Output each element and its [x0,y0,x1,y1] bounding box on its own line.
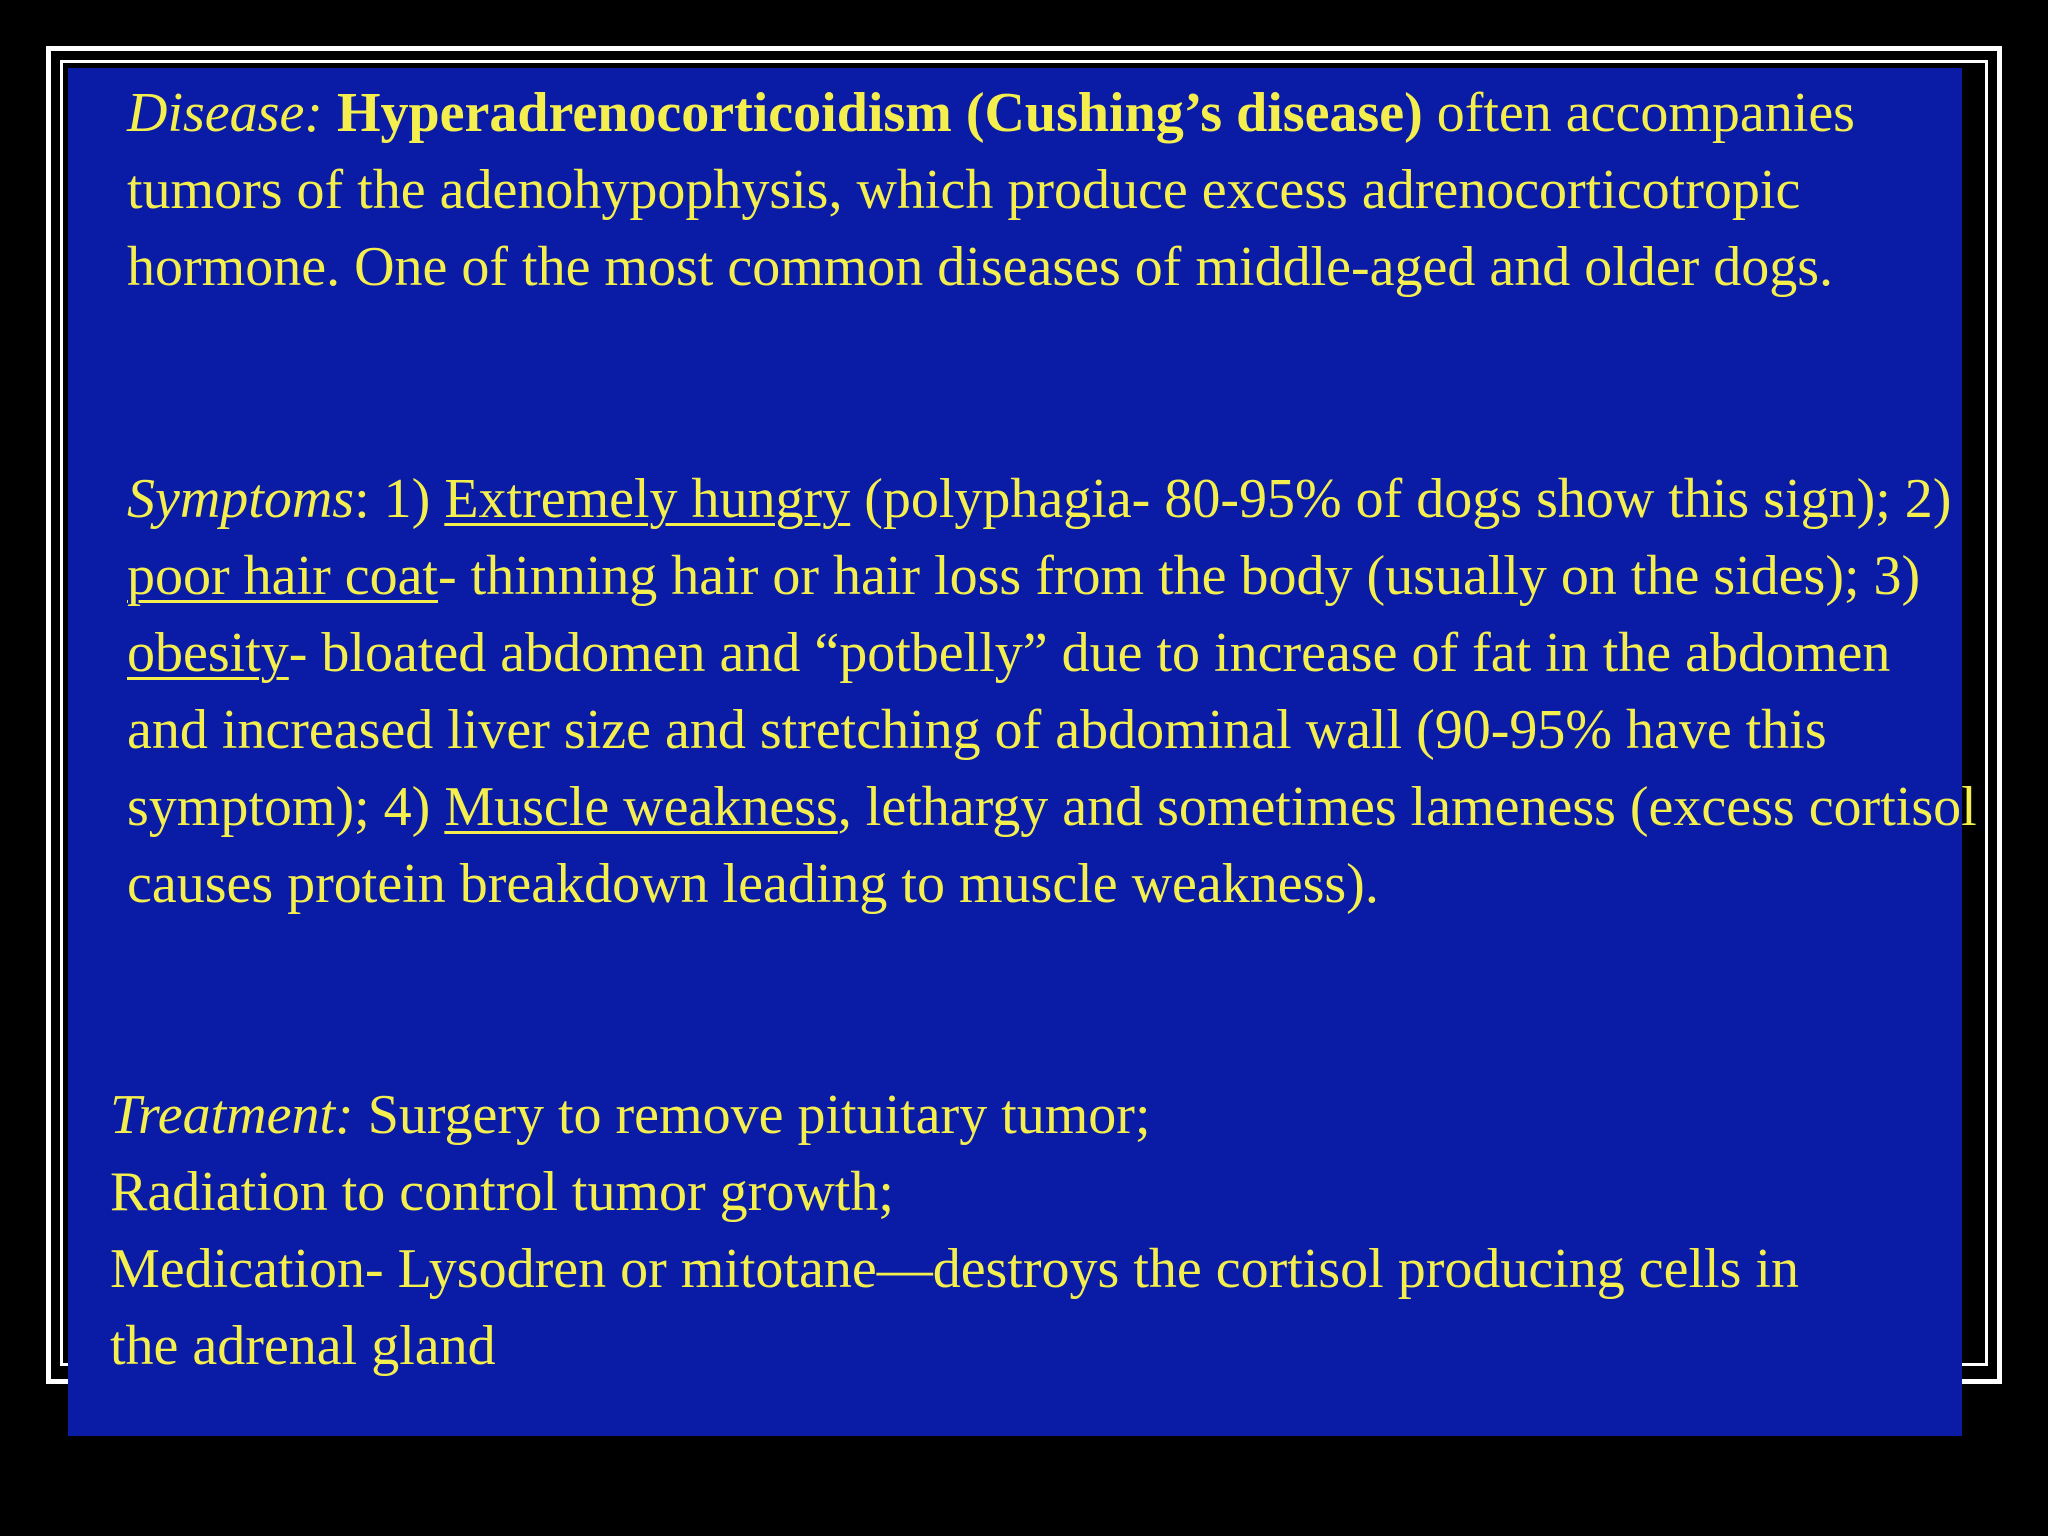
symptoms-label: Symptoms [127,468,355,530]
symptom-2-term: poor hair coat [127,545,438,607]
symptom-3-term: obesity [127,622,289,684]
symptom-1-term: Extremely hungry [444,468,851,530]
symptoms-intro: : 1) [354,468,445,530]
symptom-4-term: Muscle weakness [444,776,838,838]
treatment-line-1 [110,1077,1810,1154]
symptom-4-text: , lethargy and sometimes lameness (excess cortisol causes protein breakdown leading to muscle weakness). [127,776,1977,915]
disease-paragraph [127,75,1967,306]
treatment-line-2: Radiation to control tumor growth; [110,1161,894,1223]
symptom-1-text: (polyphagia- 80-95% of dogs show this sign); 2) [850,468,1952,530]
treatment-label: Treatment: [110,1084,354,1146]
symptoms-paragraph [127,461,1977,923]
disease-term: Hyperadrenocorticoidism (Cushing’s disease) [336,82,1423,144]
treatment-paragraph [110,1077,1810,1385]
disease-label: Disease: [127,82,323,144]
disease-description: often accompanies tumors of the adenohypophysis, which produce excess adrenocorticotropic hormone. One of the most common diseases of middle-aged and older dogs. [127,82,1855,298]
treatment-surgery: Surgery to remove pituitary tumor; [353,1084,1151,1146]
treatment-line-3: Medication- Lysodren or mitotane—destroys the cortisol producing cells in the adrenal gland [110,1238,1799,1377]
symptom-3-text: - bloated abdomen and “potbelly” due to increase of fat in the abdomen and increased liver size and stretching of abdominal wall (90-95% have this symptom); 4) [127,622,1891,838]
symptom-2-text: - thinning hair or hair loss from the body (usually on the sides); 3) [437,545,1921,607]
